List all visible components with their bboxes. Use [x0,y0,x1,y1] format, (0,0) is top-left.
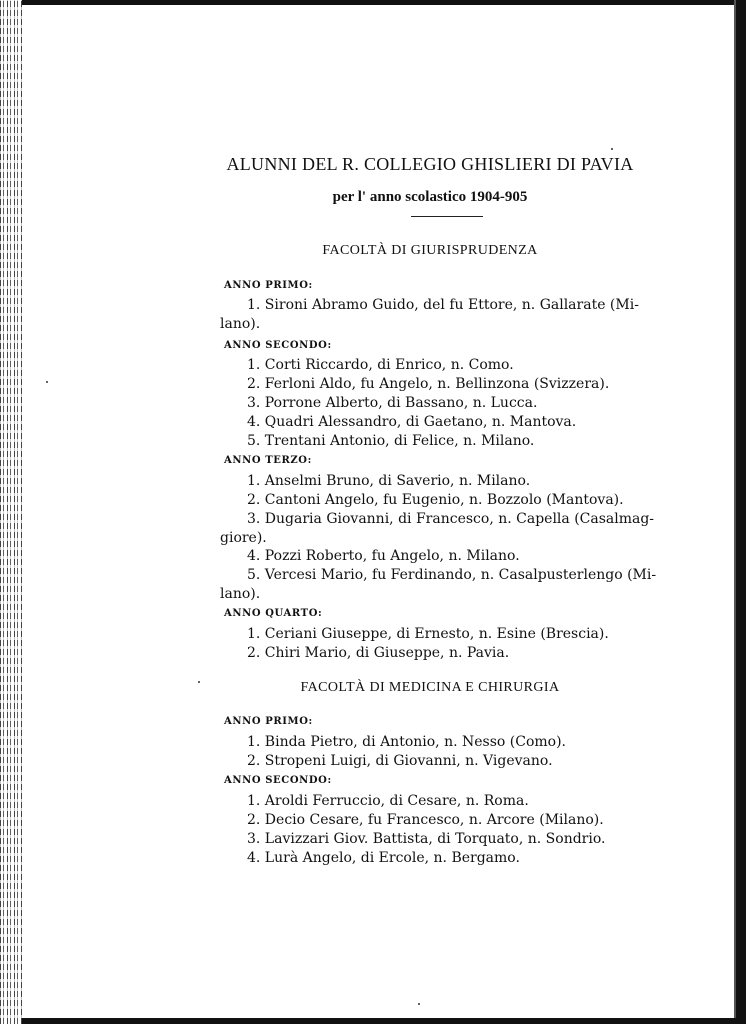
scan-right-edge [736,0,746,1024]
year-heading: ANNO SECONDO: [224,340,332,351]
title-rule [411,216,483,217]
page-subtitle: per l' anno scolastico 1904-905 [332,189,528,205]
faculty-heading: FACOLTÀ DI MEDICINA E CHIRURGIA [300,680,560,695]
student-entry: 1. Ceriani Giuseppe, di Ernesto, n. Esine (Brescia). [247,626,609,642]
student-entry: 1. Binda Pietro, di Antonio, n. Nesso (Como). [247,734,566,750]
year-heading: ANNO SECONDO: [224,775,332,786]
student-entry: 4. Lurà Angelo, di Ercole, n. Bergamo. [247,850,520,866]
student-entry-continuation: lano). [220,316,261,332]
student-entry: 1. Corti Riccardo, di Enrico, n. Como. [247,357,514,373]
year-heading: ANNO TERZO: [224,455,312,466]
student-entry: 2. Ferloni Aldo, fu Angelo, n. Bellinzona (Svizzera). [247,376,610,392]
student-entry: 3. Porrone Alberto, di Bassano, n. Lucca. [247,395,538,411]
page-title-wrap [210,154,650,175]
scan-speck [198,681,200,683]
student-entry: 4. Pozzi Roberto, fu Angelo, n. Milano. [247,548,520,564]
student-entry: 1. Anselmi Bruno, di Saverio, n. Milano. [247,473,531,489]
student-entry: 2. Chiri Mario, di Giuseppe, n. Pavia. [247,645,510,661]
scan-left-edge [0,0,22,1024]
student-entry: 5. Vercesi Mario, fu Ferdinando, n. Casalpusterlengo (Mi- [247,567,657,583]
student-entry: 3. Dugaria Giovanni, di Francesco, n. Capella (Casalmag- [247,511,655,527]
student-entry: 5. Trentani Antonio, di Felice, n. Milano. [247,433,535,449]
year-heading: ANNO PRIMO: [224,280,313,291]
scan-top-edge [22,0,736,5]
scan-speck [611,148,613,150]
student-entry-continuation: lano). [220,586,261,602]
year-heading: ANNO QUARTO: [224,608,323,619]
scan-bottom-edge [22,1018,736,1024]
scan-speck [418,1003,420,1005]
year-heading: ANNO PRIMO: [224,716,313,727]
student-entry: 2. Decio Cesare, fu Francesco, n. Arcore (Milano). [247,812,604,828]
student-entry-continuation: giore). [220,530,267,546]
student-entry: 1. Aroldi Ferruccio, di Cesare, n. Roma. [247,793,529,809]
scan-speck [46,381,48,383]
student-entry: 3. Lavizzari Giov. Battista, di Torquato, n. Sondrio. [247,831,606,847]
faculty-heading: FACOLTÀ DI GIURISPRUDENZA [322,243,538,258]
student-entry: 4. Quadri Alessandro, di Gaetano, n. Mantova. [247,414,577,430]
page-title: ALUNNI DEL R. COLLEGIO GHISLIERI DI PAVIA [226,154,634,174]
student-entry: 1. Sironi Abramo Guido, del fu Ettore, n. Gallarate (Mi- [247,297,639,313]
student-entry: 2. Stropeni Luigi, di Giovanni, n. Vigevano. [247,753,553,769]
page-subtitle-wrap [210,186,650,206]
student-entry: 2. Cantoni Angelo, fu Eugenio, n. Bozzolo (Mantova). [247,492,624,508]
